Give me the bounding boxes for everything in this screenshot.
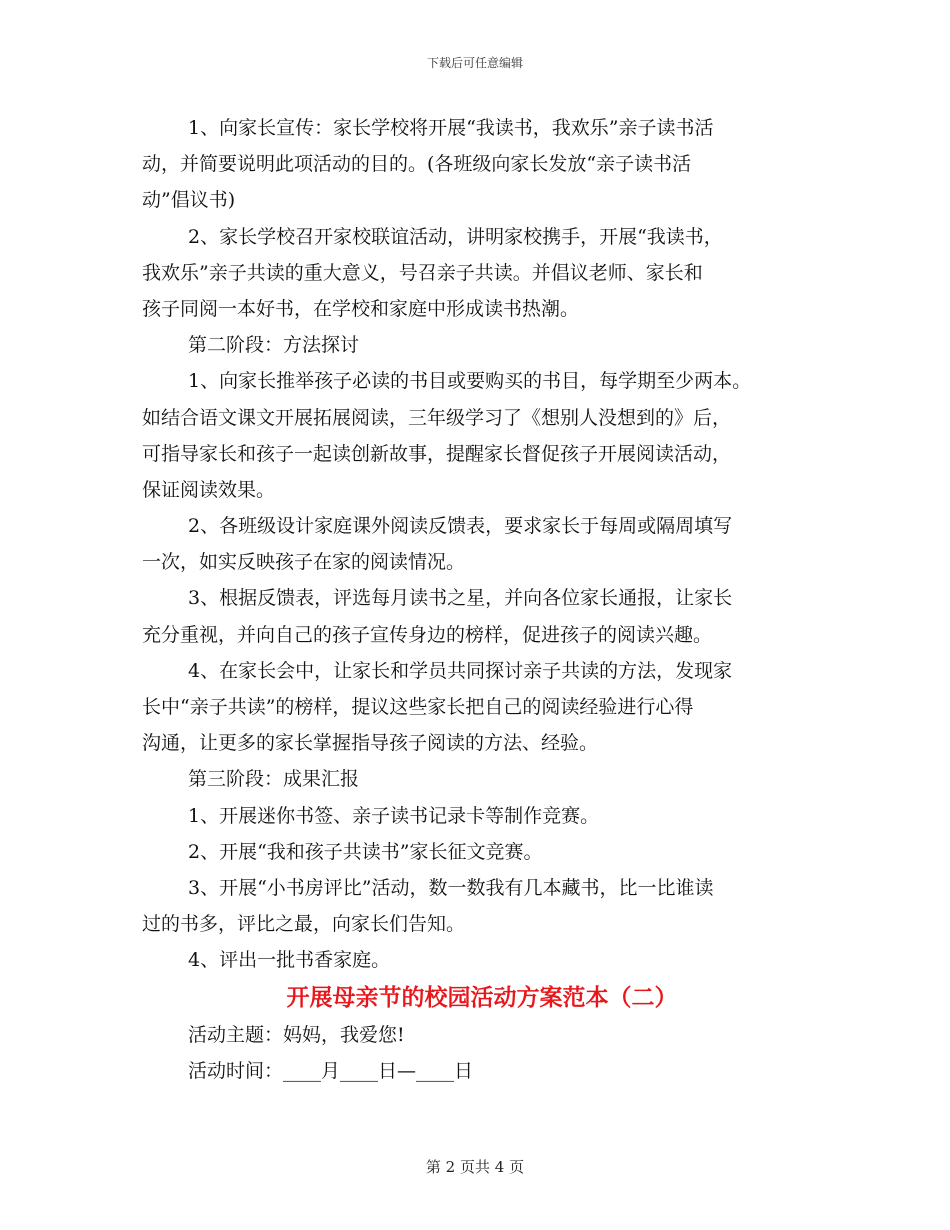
- paragraph-line: 充分重视，并向自己的孩子宣传身边的榜样，促进孩子的阅读兴趣。: [142, 623, 713, 646]
- stage-heading: 第三阶段：成果汇报: [188, 768, 360, 791]
- paragraph-line: 一次，如实反映孩子在家的阅读情况。: [142, 551, 466, 574]
- document-body: [142, 110, 822, 1089]
- paragraph-line: 长中“亲子共读”的榜样，提议这些家长把自己的阅读经验进行心得: [142, 696, 694, 718]
- page-number: 第 2 页共 4 页: [425, 1158, 525, 1176]
- paragraph-line: 3、根据反馈表，评选每月读书之星，并向各位家长通报，让家长: [188, 587, 733, 610]
- paragraph-line: 1、向家长宣传：家长学校将开展“我读书，我欢乐”亲子读书活: [188, 117, 714, 139]
- paragraph-line: 沟通，让更多的家长掌握指导孩子阅读的方法、经验。: [142, 732, 599, 755]
- paragraph-line: 如结合语文课文开展拓展阅读，三年级学习了《想别人没想到的》后，: [142, 406, 732, 429]
- paragraph-line: 过的书多，评比之最，向家长们告知。: [142, 913, 466, 936]
- page-header-note: 下载后可任意编辑: [426, 56, 523, 70]
- activity-time: 活动时间：____月____日—____日: [188, 1059, 474, 1082]
- paragraph-line: 保证阅读效果。: [142, 478, 276, 501]
- paragraph-line: 孩子同阅一本好书，在学校和家庭中形成读书热潮。: [142, 297, 580, 320]
- paragraph-line: 可指导家长和孩子一起读创新故事，提醒家长督促孩子开展阅读活动，: [142, 442, 732, 465]
- paragraph-line: 4、在家长会中，让家长和学员共同探讨亲子共读的方法，发现家: [188, 659, 733, 682]
- paragraph-line: 4、评出一批书香家庭。: [188, 949, 391, 972]
- paragraph-line: 1、向家长推举孩子必读的书目或要购买的书目，每学期至少两本。: [188, 370, 752, 393]
- section-title: 开展母亲节的校园活动方案范本（二）: [286, 983, 678, 1011]
- paragraph-line: 3、开展“小书房评比”活动，数一数我有几本藏书，比一比谁读: [188, 876, 714, 899]
- paragraph-line: 1、开展迷你书签、亲子读书记录卡等制作竞赛。: [188, 804, 600, 827]
- paragraph-line: 我欢乐”亲子共读的重大意义，号召亲子共读。并倡议老师、家长和: [142, 261, 703, 284]
- paragraph-line: 动，并简要说明此项活动的目的。(各班级向家长发放“亲子读书活: [142, 153, 692, 176]
- stage-heading: 第二阶段：方法探讨: [188, 334, 360, 357]
- paragraph-line: 2、各班级设计家庭课外阅读反馈表，要求家长于每周或隔周填写: [188, 515, 733, 538]
- activity-theme: 活动主题：妈妈，我爱您!: [188, 1023, 405, 1046]
- paragraph-line: 2、家长学校召开家校联谊活动，讲明家校携手，开展“我读书，: [188, 225, 723, 248]
- paragraph-line: 2、开展“我和孩子共读书”家长征文竞赛。: [188, 840, 543, 863]
- paragraph-line: 动”倡议书): [142, 189, 236, 212]
